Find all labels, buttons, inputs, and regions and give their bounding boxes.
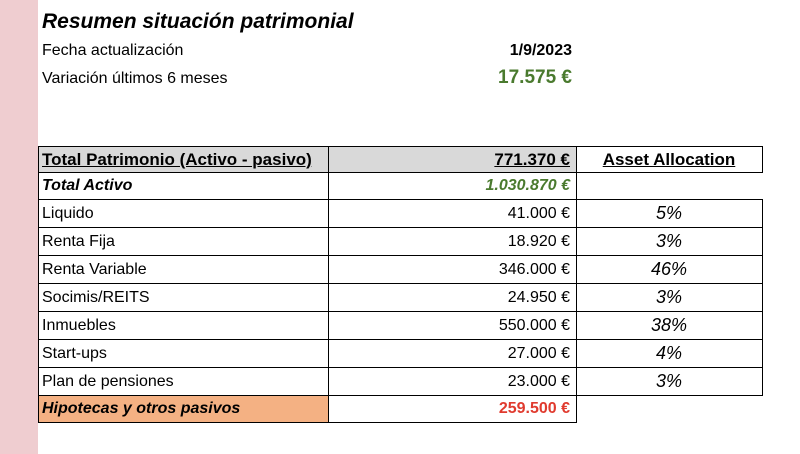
asset-allocation-header[interactable]: Asset Allocation <box>576 146 763 173</box>
row-label-inmuebles[interactable]: Inmuebles <box>38 311 329 340</box>
row-pct-liquido[interactable]: 5% <box>576 199 763 228</box>
row-label-renta-variable[interactable]: Renta Variable <box>38 255 329 284</box>
row-value-start-ups[interactable]: 27.000 € <box>328 339 577 368</box>
row-label-start-ups[interactable]: Start-ups <box>38 339 329 368</box>
pasivos-label[interactable]: Hipotecas y otros pasivos <box>38 395 329 423</box>
row-label-liquido[interactable]: Liquido <box>38 199 329 228</box>
row-value-renta-variable[interactable]: 346.000 € <box>328 255 577 284</box>
fecha-actualizacion-label: Fecha actualización <box>42 42 184 59</box>
row-pct-socimis-reits[interactable]: 3% <box>576 283 763 312</box>
total-patrimonio-value[interactable]: 771.370 € <box>328 146 577 173</box>
fecha-actualizacion-value[interactable]: 1/9/2023 <box>509 42 572 59</box>
asset-allocation-empty-cell[interactable] <box>576 172 763 200</box>
row-value-socimis-reits[interactable]: 24.950 € <box>328 283 577 312</box>
row-label-socimis-reits[interactable]: Socimis/REITS <box>38 283 329 312</box>
row-pct-renta-fija[interactable]: 3% <box>576 227 763 256</box>
row-pct-start-ups[interactable]: 4% <box>576 339 763 368</box>
variacion-label: Variación últimos 6 meses <box>42 70 228 87</box>
left-sheet-margin <box>0 0 38 454</box>
total-activo-label[interactable]: Total Activo <box>38 172 329 200</box>
row-value-inmuebles[interactable]: 550.000 € <box>328 311 577 340</box>
row-pct-plan-pensiones[interactable]: 3% <box>576 367 763 396</box>
row-pct-inmuebles[interactable]: 38% <box>576 311 763 340</box>
row-value-plan-pensiones[interactable]: 23.000 € <box>328 367 577 396</box>
row-label-plan-pensiones[interactable]: Plan de pensiones <box>38 367 329 396</box>
row-value-renta-fija[interactable]: 18.920 € <box>328 227 577 256</box>
total-patrimonio-label[interactable]: Total Patrimonio (Activo - pasivo) <box>38 146 329 173</box>
row-value-liquido[interactable]: 41.000 € <box>328 199 577 228</box>
total-activo-value[interactable]: 1.030.870 € <box>328 172 577 200</box>
variacion-value[interactable]: 17.575 € <box>498 67 572 88</box>
pasivos-value[interactable]: 259.500 € <box>328 395 577 423</box>
row-label-renta-fija[interactable]: Renta Fija <box>38 227 329 256</box>
page-title: Resumen situación patrimonial <box>42 10 354 33</box>
row-pct-renta-variable[interactable]: 46% <box>576 255 763 284</box>
